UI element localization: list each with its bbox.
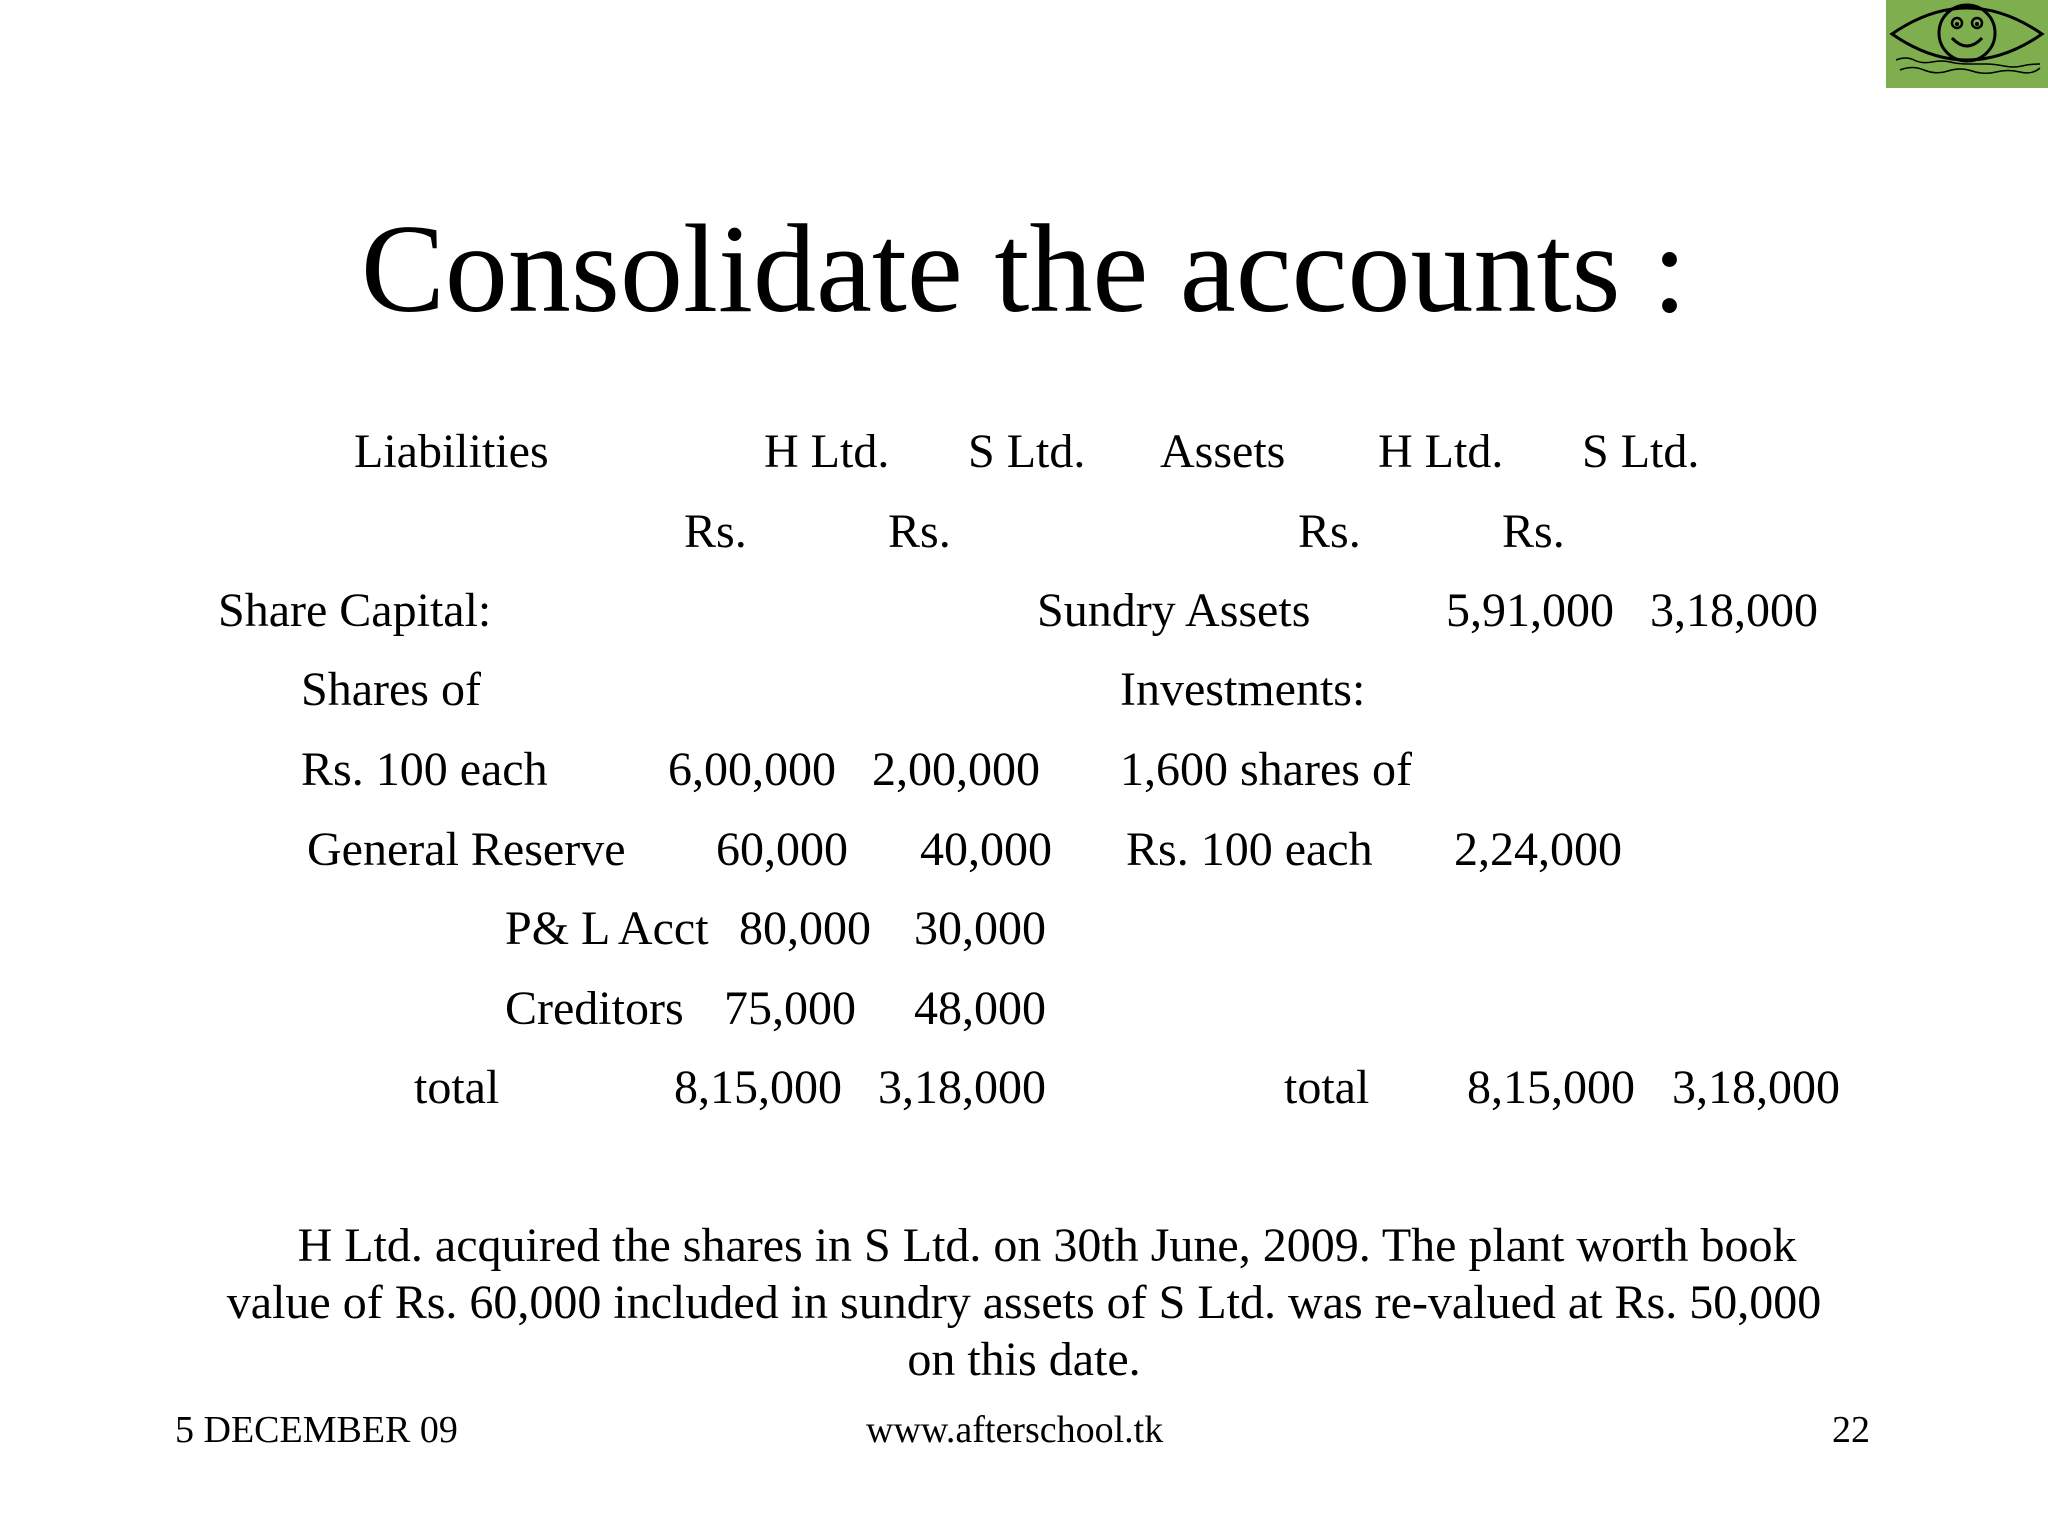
sundry-assets-h-ltd: 5,91,000: [1446, 584, 1614, 637]
creditors-h-ltd: 75,000: [724, 982, 856, 1035]
slide-title: Consolidate the accounts :: [360, 200, 1688, 339]
note-paragraph: [150, 1217, 1898, 1388]
total-liabilities-label: total: [414, 1061, 500, 1114]
creditors-label: Creditors: [505, 982, 684, 1035]
sundry-assets-label: Sundry Assets: [1037, 584, 1311, 637]
pl-acct-s-ltd: 30,000: [914, 902, 1046, 955]
note-line: H Ltd. acquired the shares in S Ltd. on 30th June, 2009. The plant worth book: [297, 1219, 1797, 1272]
total-liabilities-s-ltd: 3,18,000: [878, 1061, 1046, 1114]
footer-url: www.afterschool.tk: [866, 1409, 1164, 1451]
header-liabilities: Liabilities: [354, 425, 549, 478]
slide-number: 22: [1832, 1409, 1870, 1451]
note-line: on this date.: [907, 1333, 1141, 1386]
total-liabilities-h-ltd: 8,15,000: [674, 1061, 842, 1114]
logo: [1886, 0, 2048, 88]
note-line: value of Rs. 60,000 included in sundry assets of S Ltd. was re-valued at Rs. 50,000: [226, 1276, 1822, 1329]
shares-of-label: Shares of: [301, 663, 481, 716]
pl-acct-h-ltd: 80,000: [739, 902, 871, 955]
footer-date: 5 DECEMBER 09: [175, 1409, 458, 1451]
share-capital-h-ltd: 6,00,000: [668, 743, 836, 796]
general-reserve-s-ltd: 40,000: [920, 823, 1052, 876]
total-assets-h-ltd: 8,15,000: [1467, 1061, 1635, 1114]
general-reserve-label: General Reserve: [307, 823, 626, 876]
investments-h-ltd: 2,24,000: [1454, 823, 1622, 876]
smiley-eye-logo-icon: [1886, 0, 2048, 88]
total-assets-s-ltd: 3,18,000: [1672, 1061, 1840, 1114]
share-capital-s-ltd: 2,00,000: [872, 743, 1040, 796]
currency-rs: Rs.: [1298, 505, 1361, 558]
general-reserve-h-ltd: 60,000: [716, 823, 848, 876]
rs-100-each-label: Rs. 100 each: [301, 743, 548, 796]
header-h-ltd-liabilities: H Ltd.: [764, 425, 890, 478]
currency-rs: Rs.: [888, 505, 951, 558]
total-assets-label: total: [1284, 1061, 1370, 1114]
creditors-s-ltd: 48,000: [914, 982, 1046, 1035]
header-h-ltd-assets: H Ltd.: [1378, 425, 1504, 478]
pl-acct-label: P& L Acct: [505, 902, 709, 955]
currency-rs: Rs.: [1502, 505, 1565, 558]
investment-shares-label: 1,600 shares of: [1120, 743, 1412, 796]
sundry-assets-s-ltd: 3,18,000: [1650, 584, 1818, 637]
header-s-ltd-assets: S Ltd.: [1582, 425, 1700, 478]
investment-rs-100-each-label: Rs. 100 each: [1126, 823, 1373, 876]
header-assets: Assets: [1160, 425, 1286, 478]
share-capital-label: Share Capital:: [218, 584, 492, 637]
currency-rs: Rs.: [684, 505, 747, 558]
investments-label: Investments:: [1120, 663, 1366, 716]
header-s-ltd-liabilities: S Ltd.: [968, 425, 1086, 478]
